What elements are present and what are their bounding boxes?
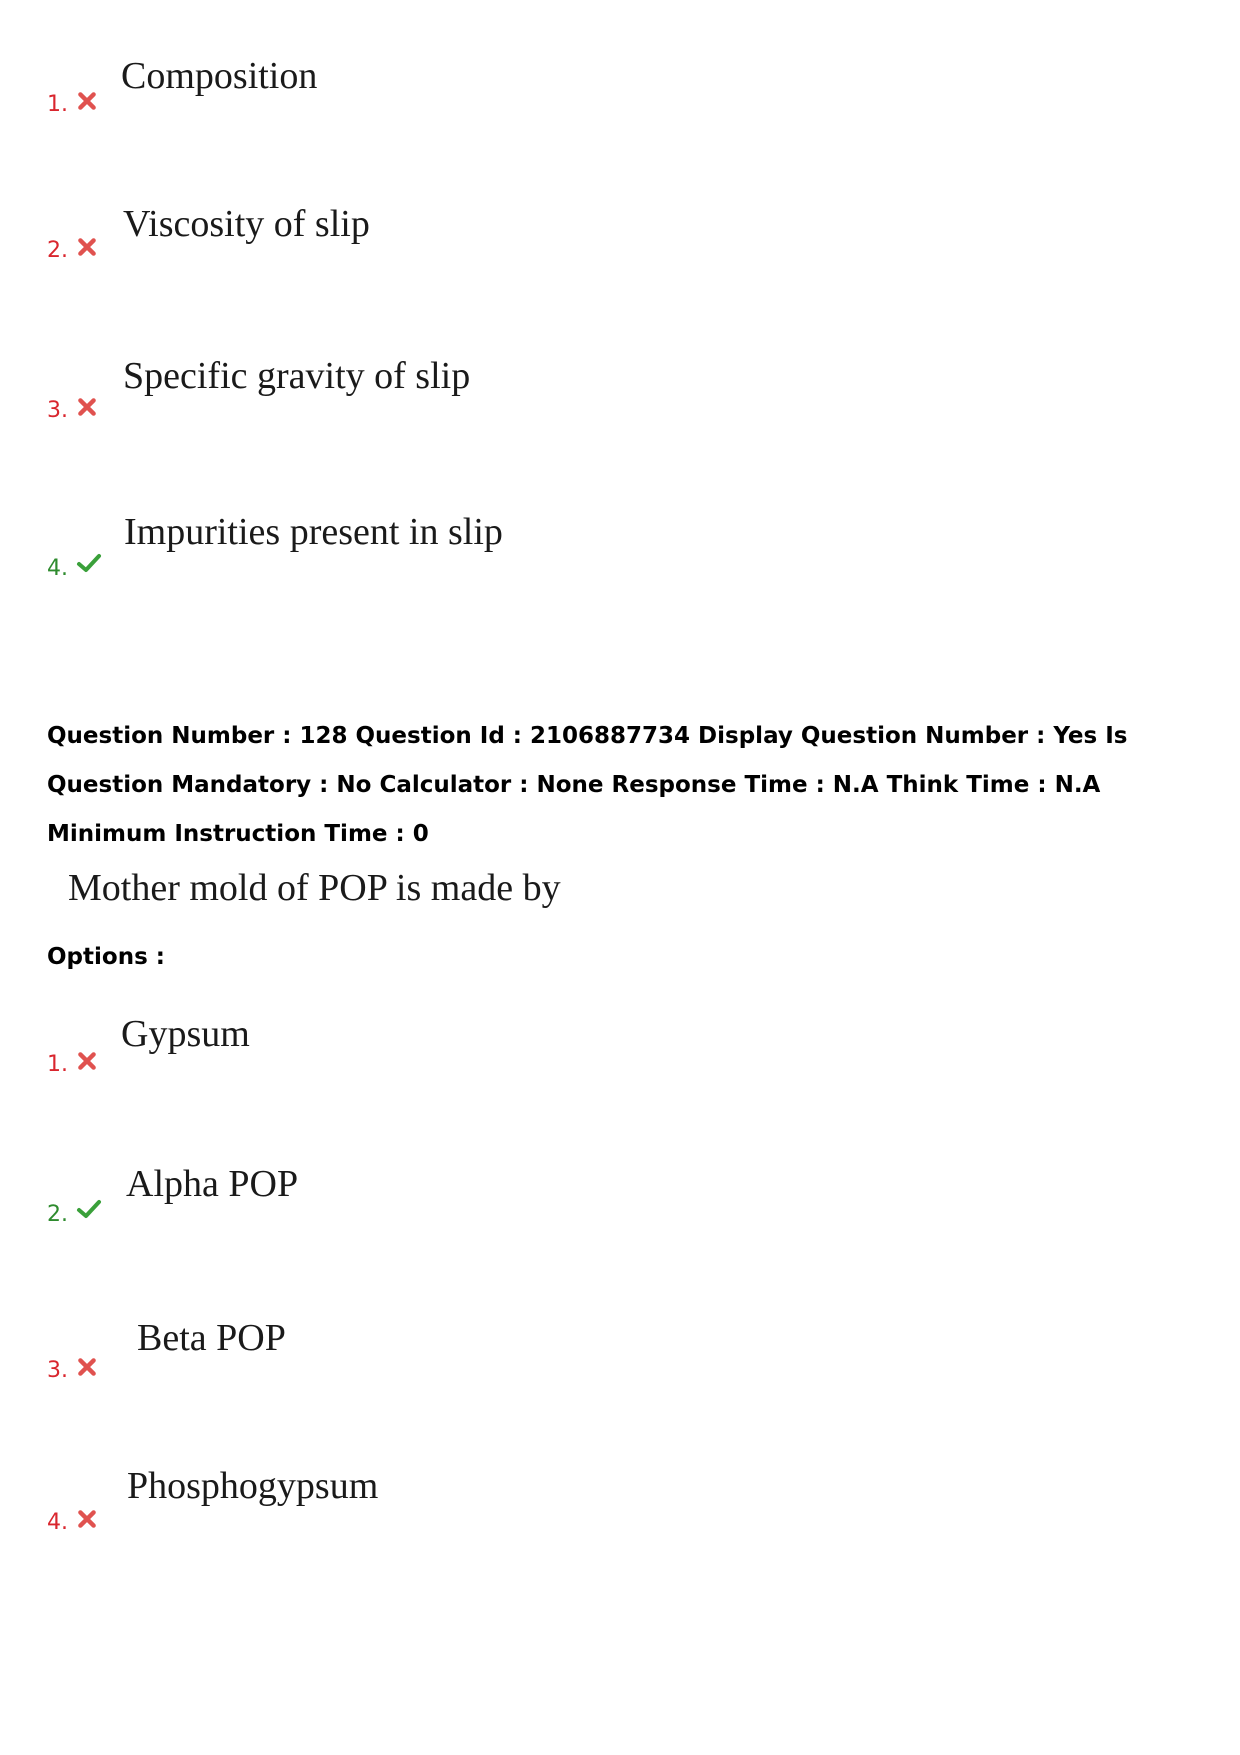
option-number: 2.: [47, 1202, 68, 1227]
option-3[interactable]: [0, 1316, 1240, 1406]
check-icon: [76, 1198, 102, 1220]
option-2[interactable]: [0, 1160, 1240, 1250]
option-number: 3.: [47, 398, 68, 423]
cross-icon: [76, 90, 98, 112]
option-text: Phosphogypsum: [127, 1465, 379, 1507]
option-text: Composition: [121, 55, 318, 97]
option-text: Specific gravity of slip: [123, 355, 471, 397]
option-text: Alpha POP: [126, 1163, 299, 1205]
option-number: 1.: [47, 92, 68, 117]
cross-icon: [76, 1508, 98, 1530]
check-icon: [76, 552, 102, 574]
option-text: Viscosity of slip: [123, 203, 370, 245]
prev-option-3: [0, 350, 1240, 440]
question-text: Mother mold of POP is made by: [68, 867, 561, 909]
cross-icon: [76, 1356, 98, 1378]
option-number: 3.: [47, 1358, 68, 1383]
option-4[interactable]: [0, 1464, 1240, 1554]
cross-icon: [76, 396, 98, 418]
option-text: Impurities present in slip: [124, 511, 503, 553]
cross-icon: [76, 236, 98, 258]
option-text: Beta POP: [137, 1317, 286, 1359]
option-number: 1.: [47, 1052, 68, 1077]
option-number: 4.: [47, 1510, 68, 1535]
prev-option-2: [0, 200, 1240, 290]
option-number: 2.: [47, 238, 68, 263]
prev-option-4[interactable]: [0, 508, 1240, 598]
options-label: Options :: [47, 944, 165, 970]
option-number: 4.: [47, 556, 68, 581]
prev-option-1: [0, 52, 1240, 142]
cross-icon: [76, 1050, 98, 1072]
option-1[interactable]: [0, 1010, 1240, 1100]
option-text: Gypsum: [121, 1013, 250, 1055]
question-meta: Question Number : 128 Question Id : 2106887734 Display Question Number : Yes Is Question Mandatory : No Calculator : None Response Time : N.A Think Time : N.A Minimum Instruction Time : 0: [47, 723, 1128, 847]
